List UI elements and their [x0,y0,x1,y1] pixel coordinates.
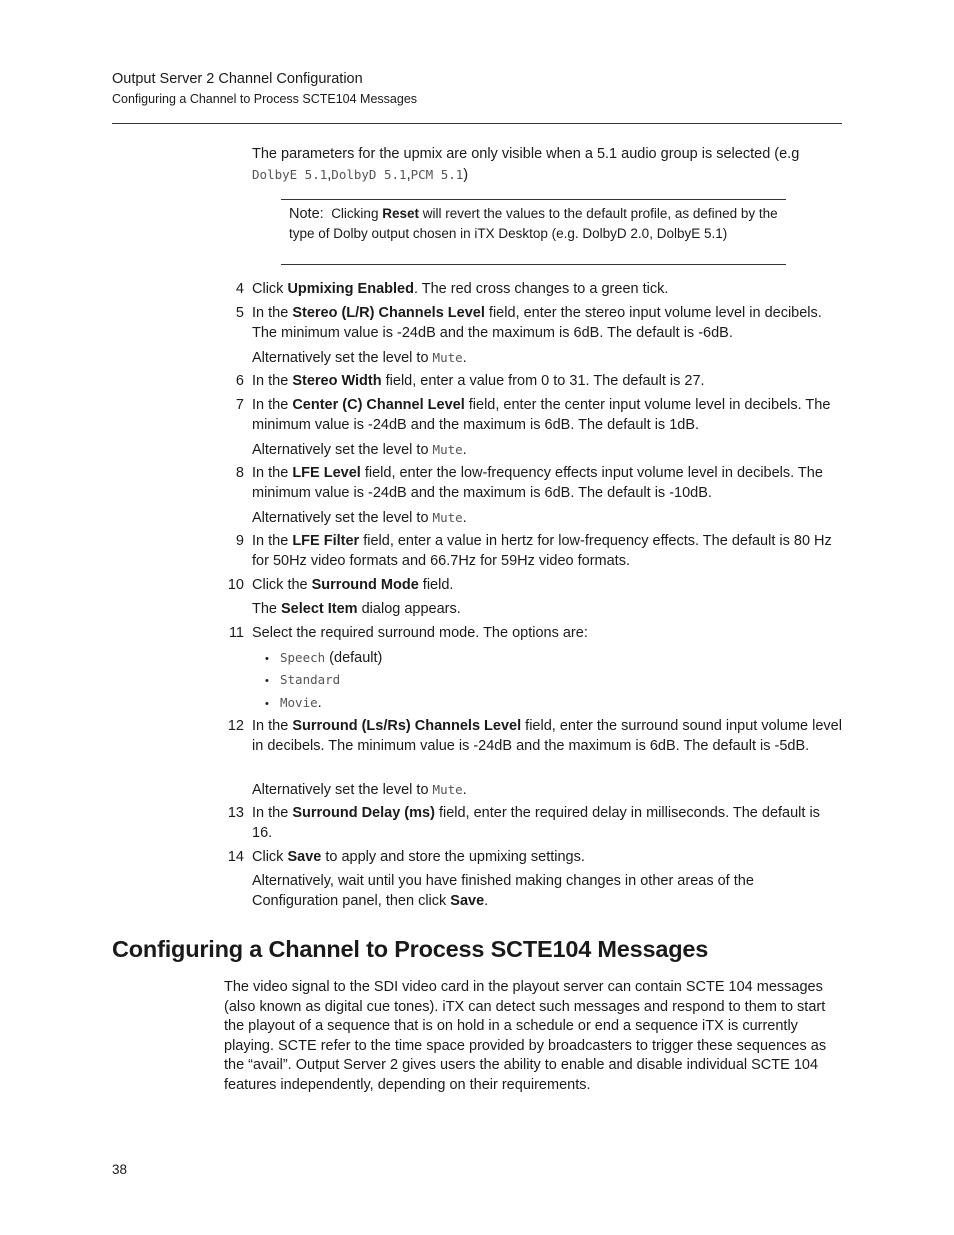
running-header-chapter: Output Server 2 Channel Configuration [112,71,363,87]
step-6: In the Stereo Width field, enter a value from 0 to 31. The default is 27. [252,373,705,389]
option-movie: • Movie. [265,695,322,711]
option-speech: • Speech (default) [265,650,383,666]
step-number: 4 [235,281,244,297]
step-number: 11 [228,625,244,641]
step-number: 6 [235,373,244,389]
step-12-alternative: Alternatively set the level to Mute. [252,782,467,798]
step-number: 8 [235,465,244,481]
step-13: In the Surround Delay (ms) field, enter the required delay in milliseconds. The default is 16. [252,805,820,841]
step-5-alternative: Alternatively set the level to Mute. [252,350,467,366]
step-8: In the LFE Level field, enter the low-frequency effects input volume level in decibels. The minimum value is -24dB and the maximum is 6dB. The default is -10dB. [252,465,823,501]
step-number: 10 [227,577,244,593]
step-number: 7 [235,397,244,413]
step-5: In the Stereo (L/R) Channels Level field, enter the stereo input volume level in decibels. The minimum value is -24dB and the maximum is 6dB. The default is -6dB. [252,305,822,341]
step-number: 14 [227,849,244,865]
step-10: Click the Surround Mode field. [252,577,454,593]
step-number: 12 [227,718,244,734]
step-12: In the Surround (Ls/Rs) Channels Level field, enter the surround sound input volume level in decibels. The minimum value is -24dB and the maximum is 6dB. The default is -5dB. [252,718,842,754]
running-header-section: Configuring a Channel to Process SCTE104 Messages [112,92,418,106]
step-14-alternative: Alternatively, wait until you have finished making changes in other areas of the Configuration panel, then click Save. [252,873,754,909]
section-heading: Configuring a Channel to Process SCTE104 Messages [112,936,709,962]
step-14: Click Save to apply and store the upmixing settings. [252,849,585,865]
step-10-result: The Select Item dialog appears. [252,601,461,617]
option-standard: • Standard [265,672,341,687]
section-body: The video signal to the SDI video card in the playout server can contain SCTE 104 messages (also known as digital cue tones). iTX can detect such messages and respond to them to start the playout of a sequence that is on hold in a schedule or end a sequence iTX is currently playing. SCTE refer to the time space provided by broadcasters to trigger these sequences as the “avail”. Output Server 2 gives users the ability to enable and disable individual SCTE 104 features independently, depending on their requirements. [224,979,827,1093]
step-11: Select the required surround mode. The options are: [252,625,588,641]
note-box [281,199,786,265]
step-8-alternative: Alternatively set the level to Mute. [252,510,467,526]
step-7-alternative: Alternatively set the level to Mute. [252,442,467,458]
header-rule [112,123,842,124]
step-4: Click Upmixing Enabled. The red cross changes to a green tick. [252,281,669,297]
step-number: 13 [227,805,244,821]
step-number: 5 [235,305,244,321]
step-number: 9 [235,533,244,549]
intro-paragraph: The parameters for the upmix are only visible when a 5.1 audio group is selected (e.g DolbyE 5.1,DolbyD 5.1,PCM 5.1) [252,146,800,183]
note-text: Note: Clicking Reset will revert the values to the default profile, as defined by the type of Dolby output chosen in iTX Desktop (e.g. DolbyD 2.0, DolbyE 5.1) [289,206,778,241]
page-number: 38 [112,1162,128,1177]
step-9: In the LFE Filter field, enter a value in hertz for low-frequency effects. The default is 80 Hz for 50Hz video formats and 66.7Hz for 59Hz video formats. [252,533,832,569]
step-7: In the Center (C) Channel Level field, enter the center input volume level in decibels. The minimum value is -24dB and the maximum is 6dB. The default is 1dB. [252,397,831,433]
